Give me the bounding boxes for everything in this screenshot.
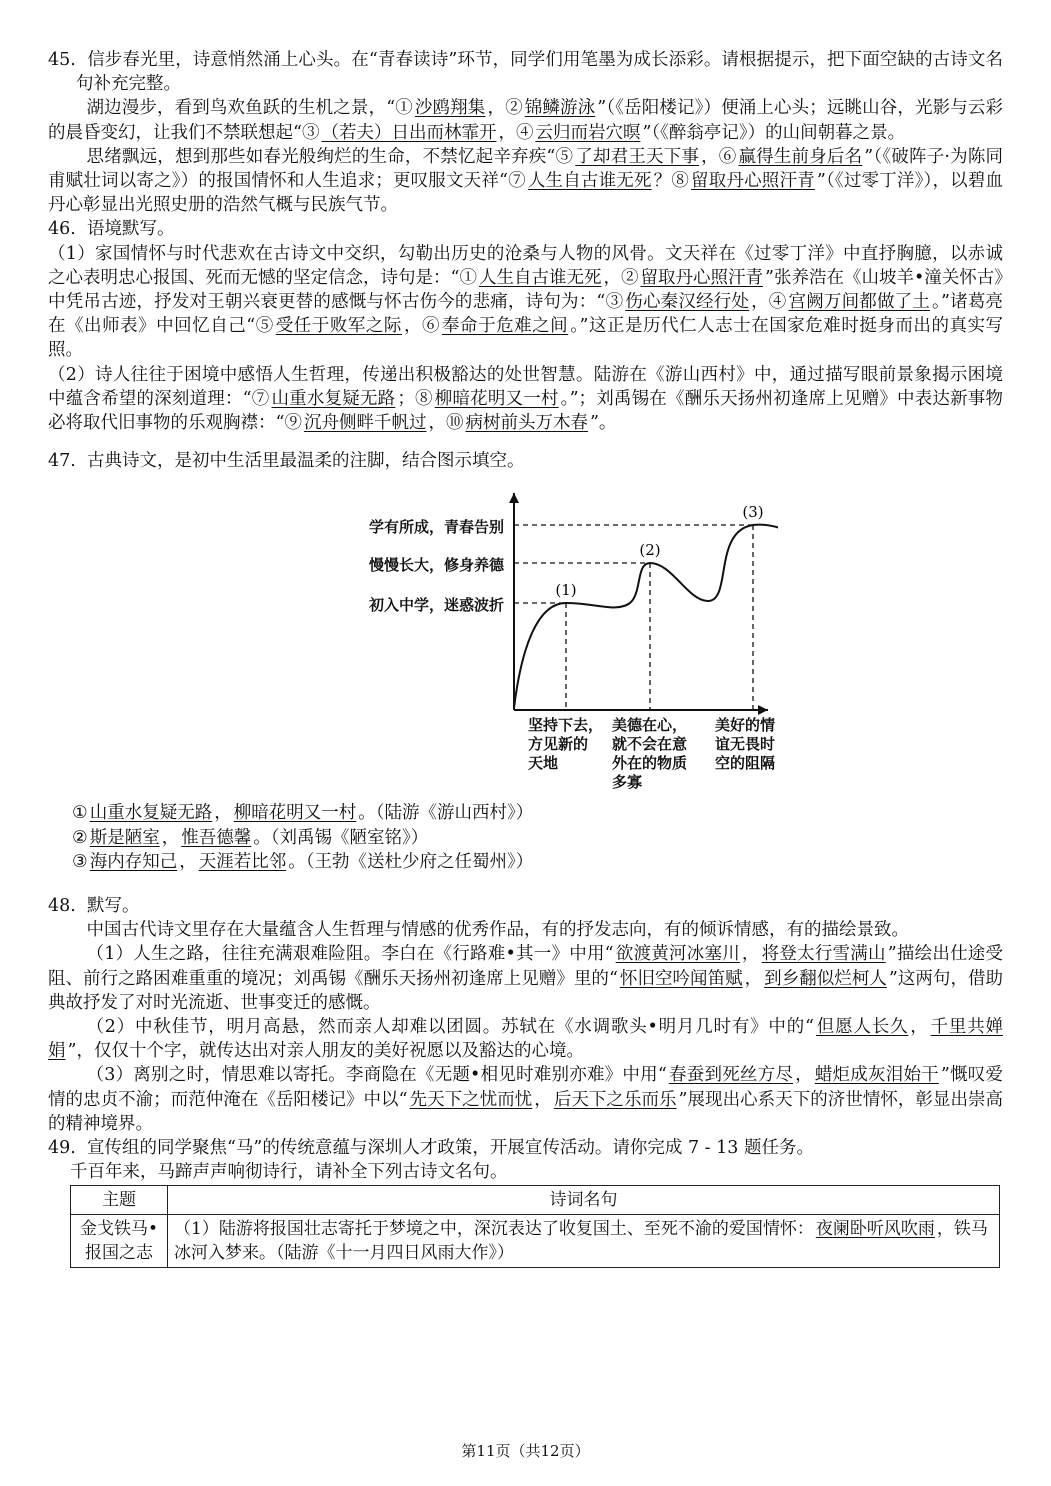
q48-number: 48.: [48, 896, 76, 917]
answer-blank: 天涯若比邻: [198, 851, 287, 872]
answer-blank: 柳暗花明又一村: [434, 388, 559, 409]
question-47: [48, 449, 1003, 874]
text: ”（《醉翁亭记》）的山间朝暮之景。: [642, 122, 906, 143]
text: ”描绘出仕途受阻、前行之路困难重重的境况；刘禹锡《酬乐天扬州初逢席上见赠》里的“: [48, 944, 1004, 989]
text: ，: [744, 968, 763, 989]
q48-part-1: [48, 942, 1003, 1015]
text: 思绪飘远，想到那些如春光般绚烂的生命，不禁忆起辛弃疾“⑤: [86, 146, 574, 167]
text: ，: [161, 827, 180, 848]
answer-blank: 人生自古谁无死: [478, 267, 602, 288]
answer-blank: 锦鳞游泳: [524, 98, 596, 119]
text: ，: [179, 851, 197, 872]
y-label-2: 慢慢长大，修身养德: [368, 556, 504, 575]
question-49: [48, 1136, 1003, 1268]
x-label-line: 多寡: [612, 773, 643, 792]
text: （1）人生之路，往往充满艰难险阻。李白在《行路难•其一》中用“: [86, 944, 614, 965]
text: ？⑧: [653, 171, 690, 192]
text: 。（陆游《游山西村》）: [358, 803, 534, 824]
q48-stem: [48, 894, 1003, 918]
text: ，: [910, 1017, 929, 1038]
text: ，: [214, 803, 232, 824]
page-footer: 第11页（共12页）: [461, 1442, 590, 1460]
q45-stem: [48, 48, 1003, 96]
text: （3）离别之时，情思难以寄托。李商隐在《无题•相见时难别亦难》中用“: [86, 1065, 667, 1086]
x-label-1: [528, 716, 623, 773]
text: ”（《破阵子·为陈同甫赋壮词以寄之》）的报国情怀和人生追求；更叹服文天祥“⑦: [48, 146, 1004, 192]
q47-answer-row-2: [72, 826, 1003, 850]
q46-stem: [48, 217, 1003, 241]
x-label-2: [612, 716, 707, 792]
text: ，: [741, 944, 760, 965]
answer-blank: 怀旧空吟闻笛赋: [619, 968, 743, 989]
q47-stem: [48, 449, 1003, 473]
q48-title: 默写。: [86, 896, 140, 917]
text: 。（刘禹锡《陋室铭》）: [253, 827, 429, 848]
answer-blank: 惟吾德馨: [181, 827, 252, 848]
growth-chart: [298, 485, 778, 795]
answer-blank: 海内存知己: [89, 851, 178, 872]
q49-intro: 千百年来，马蹄声声响彻诗行，请补全下列古诗文名句。: [70, 1162, 508, 1183]
x-axis-arrow-icon: [758, 705, 768, 715]
answer-blank: 欲渡黄河冰塞川: [615, 944, 740, 965]
answer-blank: 奉命于危难之间: [442, 316, 569, 337]
text: （1）家国情怀与时代悲欢在古诗文中交织，勾勒出历史的沧桑与人物的风骨。文天祥在《过零丁洋》中直抒胸臆，以赤诚之心表明忠心报国、死而无憾的坚定信念，诗句是：“①: [48, 243, 1003, 288]
q49-number: 49.: [48, 1138, 76, 1159]
x-label-line: 美好的情: [715, 716, 776, 735]
text: ，⑥: [403, 316, 441, 337]
answer-blank: 春蚕到死丝方尽: [668, 1065, 794, 1086]
q47-answer-row-3: [72, 850, 1003, 874]
table-header-row: [71, 1185, 1000, 1214]
text: ②: [72, 827, 88, 848]
q48-intro: 中国古代诗文里存在大量蕴含人生哲理与情感的优秀作品，有的抒发志向，有的倾诉情感，有的描绘景致。: [86, 920, 909, 941]
x-label-line: 美德在心，: [612, 716, 688, 735]
q46-number: 46.: [48, 219, 76, 240]
question-45: [48, 48, 1003, 217]
answer-blank: 斯是陋室: [89, 827, 160, 848]
text: ”，仅仅十个字，就传达出对亲人朋友的美好祝愿以及豁达的心境。: [67, 1041, 584, 1062]
y-axis-arrow-icon: [509, 493, 519, 503]
text: （2）诗人往往于困境中感悟人生哲理，传递出积极豁达的处世智慧。陆游在《游山西村》中，通过描写眼前景象揭示困境中蕴含希望的深刻道理：“⑦: [48, 364, 1003, 409]
peak-label-2: (2): [639, 541, 661, 560]
x-label-line: 天地: [528, 754, 559, 773]
x-label-line: 谊无畏时: [715, 735, 776, 754]
text: （2）中秋佳节，明月高悬，然而亲人却难以团圆。苏轼在《水调歌头•明月几时有》中的“: [86, 1017, 814, 1038]
answer-blank: 沙鸥翔集: [414, 98, 486, 119]
answer-blank: 蜡炬成灰泪始干: [814, 1065, 939, 1086]
answer-blank: 山重水复疑无路: [89, 803, 213, 824]
answer-blank: 沉舟侧畔千帆过: [303, 413, 427, 434]
text: ”展现出心系天下的济世情怀，彰显出崇高的精神境界。: [48, 1089, 1004, 1134]
answer-blank: 柳暗花明又一村: [233, 803, 357, 824]
text: 。（王勃《送杜少府之任蜀州》）: [288, 851, 534, 872]
y-label-1: 初入中学，迷惑波折: [368, 596, 504, 615]
q45-para-2: [48, 145, 1003, 218]
answer-blank: 云归而岩穴暝: [535, 122, 641, 143]
q45-para-1: [48, 96, 1003, 144]
answer-blank: 受任于败军之际: [275, 316, 402, 337]
answer-blank: 到乡翻似烂柯人: [764, 968, 887, 989]
answer-blank: 先天下之忧而忧: [409, 1089, 533, 1110]
text: ，④: [751, 292, 787, 313]
question-46: [48, 217, 1003, 435]
table-row: [71, 1214, 1000, 1267]
answer-blank: 伤心秦汉经行处: [625, 292, 750, 313]
peak-label-1: (1): [555, 581, 577, 600]
text: 。”诸葛亮在《出师表》中回忆自己“⑤: [48, 292, 1004, 337]
table-header-theme: 主题: [71, 1185, 168, 1214]
q49-table: [70, 1185, 1000, 1269]
q46-part-2: [48, 363, 1003, 436]
x-label-line: 坚持下去，: [528, 716, 604, 735]
answer-blank: 留取丹心照汗青: [640, 267, 763, 288]
q47-number: 47.: [48, 451, 76, 472]
answer-blank: 千里共婵娟: [48, 1017, 1004, 1062]
answer-blank: （若夫）日出而林霏开: [321, 122, 497, 143]
text: ”慨叹爱情的忠贞不渝；而范仲淹在《岳阳楼记》中以“: [48, 1065, 1004, 1110]
text: ，⑥: [701, 146, 737, 167]
q49-title: 宣传组的同学聚焦“马”的传统意蕴与深圳人才政策，开展宣传活动。请你完成 7 - 13 题任务。: [86, 1138, 814, 1159]
answer-blank: 赢得生前身后名: [738, 146, 863, 167]
q46-part-1: [48, 242, 1003, 363]
x-label-line: 外在的物质: [612, 754, 688, 773]
answer-blank: 后天下之乐而乐: [553, 1089, 677, 1110]
text: ”张养浩在《山坡羊•潼关怀古》中凭吊古迹，抒发对王朝兴衰更替的感慨与怀古伤今的悲痛，诗句为：“③: [48, 267, 1004, 313]
x-label-line: 空的阻隔: [715, 754, 776, 773]
table-header-lines: 诗词名句: [168, 1185, 1000, 1214]
q47-title: 古典诗文，是初中生活里最温柔的注脚，结合图示填空。: [86, 451, 525, 472]
text: ”（《岳阳楼记》）便涌上心头；远眺山谷，光影与云彩的晨昏变幻，让我们不禁联想起“③: [48, 98, 1004, 143]
answer-blank: 宫阙万间都做了土: [788, 292, 931, 313]
q49-stem: [48, 1136, 1003, 1160]
text: ，: [795, 1065, 813, 1086]
text: ，: [534, 1089, 552, 1110]
text: ”。: [589, 413, 617, 434]
answer-blank: 留取丹心照汗青: [691, 171, 815, 192]
y-label-3: 学有所成，青春告别: [368, 518, 504, 537]
text: ，铁马冰河入梦来。（陆游《十一月四日风雨大作》）: [174, 1218, 988, 1263]
answer-blank: 将登太行雪满山: [761, 944, 886, 965]
text: 。”；刘禹锡在《酬乐天扬州初逢席上见赠》中表达新事物必将取代旧事物的乐观胸襟：“⑨: [48, 388, 1004, 434]
text: 。”这正是历代仁人志士在国家危难时挺身而出的真实写照。: [48, 316, 1004, 361]
peak-label-3: (3): [742, 503, 764, 522]
text: ，⑩: [428, 413, 464, 434]
text: ，②: [603, 267, 639, 288]
text: ，②: [487, 98, 523, 119]
q48-part-3: [48, 1063, 1003, 1136]
text: ①: [72, 803, 88, 824]
x-label-3: [715, 716, 810, 773]
exam-page: [48, 48, 1003, 1268]
table-cell-lines: [168, 1214, 1000, 1267]
answer-blank: 了却君王天下事: [575, 146, 700, 167]
q45-intro: 信步春光里，诗意悄然涌上心头。在“青春读诗”环节，同学们用笔墨为成长添彩。请根据提示，把下面空缺的古诗文名句补充完整。: [76, 50, 1003, 95]
q48-part-2: [48, 1015, 1003, 1063]
text: ，④: [498, 122, 534, 143]
x-label-line: 就不会在意: [612, 735, 688, 754]
answer-blank: 山重水复疑无路: [271, 388, 396, 409]
text: ”这两句，借助典故抒发了对时光流逝、世事变迁的感慨。: [48, 968, 1004, 1013]
text: 湖边漫步，看到鸟欢鱼跃的生机之景，“①: [86, 98, 413, 119]
q47-answer-row-1: [72, 801, 1003, 825]
question-48: [48, 894, 1003, 1136]
text: ”（《过零丁洋》），以碧血丹心彰显出光照史册的浩然气概与民族气节。: [48, 171, 1004, 216]
answer-blank: 夜阑卧听风吹雨: [815, 1218, 935, 1239]
text: ③: [72, 851, 88, 872]
text: ；⑧: [397, 388, 433, 409]
table-cell-theme: 金戈铁马•报国之志: [71, 1214, 168, 1267]
answer-blank: 但愿人长久: [815, 1017, 909, 1038]
text: （1）陆游将报国壮志寄托于梦境之中，深沉表达了收复国土、至死不渝的爱国情怀：: [174, 1218, 814, 1239]
q46-title: 语境默写。: [86, 219, 175, 240]
q45-number: 45.: [48, 50, 76, 70]
answer-blank: 人生自古谁无死: [527, 171, 652, 192]
answer-blank: 病树前头万木春: [465, 413, 588, 434]
x-label-line: 方见新的: [528, 735, 589, 754]
q47-answers: [48, 801, 1003, 874]
